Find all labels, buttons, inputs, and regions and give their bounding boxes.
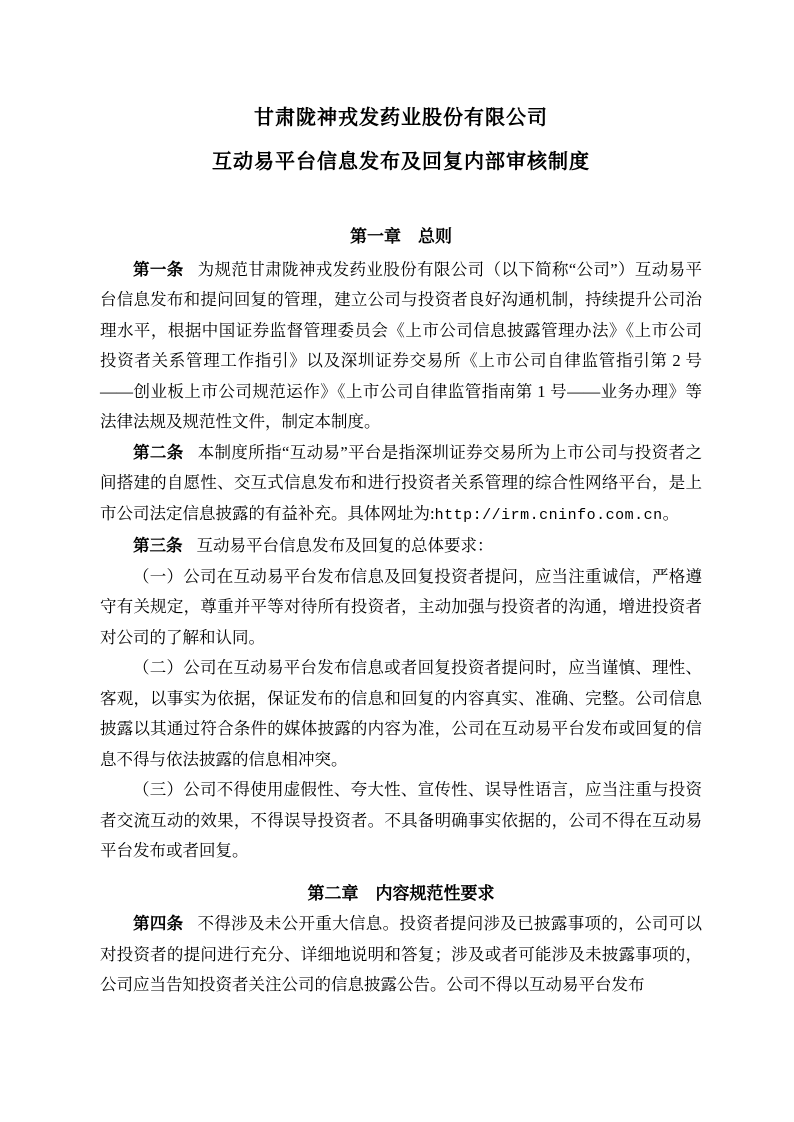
article-3-item-1: （一）公司在互动易平台发布信息及回复投资者提问，应当注重诚信，严格遵守有关规定，尊重并平等对待所有投资者，主动加强与投资者的沟通，增进投资者对公司的了解和认同。 xyxy=(100,566,702,647)
chapter-2-heading: 第二章 内容规范性要求 xyxy=(307,883,495,903)
doc-title-line-2: 互动易平台信息发布及回复内部审核制度 xyxy=(212,151,590,173)
article-3-label: 第三条 xyxy=(133,536,183,555)
article-3-paragraph xyxy=(100,531,702,562)
article-4-label: 第四条 xyxy=(133,914,184,933)
chapter-1-heading: 第一章 总则 xyxy=(350,227,452,246)
article-4-text: 不得涉及未公开重大信息。投资者提问涉及已披露事项的，公司可以对投资者的提问进行充分、详细地说明和答复；涉及或者可能涉及未披露事项的，公司应当告知投资者关注公司的信息披露公告。公司不得以互动易平台发布 xyxy=(100,914,703,994)
article-2-label: 第二条 xyxy=(133,442,184,462)
article-2-text-tail: 。 xyxy=(662,503,680,523)
article-3-item-3: （三）公司不得使用虚假性、夸大性、宣传性、误导性语言，应当注重与投资者交流互动的效果，不得误导投资者。不具备明确事实依据的，公司不得在互动易平台发布或者回复。 xyxy=(100,780,702,860)
article-1-label: 第一条 xyxy=(133,259,184,279)
article-1-text: 为规范甘肃陇神戎发药业股份有限公司（以下简称“公司”）互动易平台信息发布和提问回复的管理，建立公司与投资者良好沟通机制，持续提升公司治理水平，根据中国证券监督管理委员会《上市公司信息披露管理办法》《上市公司投资者关系管理工作指引》以及深圳证券交易所《上市公司自律监管指引第 2 号——创业板上市公司规范运作》《上市公司自律监管指南第 1 号——业务办理》等法律法规及规范性文件，制定本制度。 xyxy=(100,259,702,431)
article-2-paragraph xyxy=(100,438,702,532)
article-4-paragraph xyxy=(100,909,702,1001)
platform-url: http://irm.cninfo.com.cn xyxy=(434,506,663,524)
doc-title-line-1: 甘肃陇神戎发药业股份有限公司 xyxy=(254,107,548,129)
article-3-text: 互动易平台信息发布及回复的总体要求： xyxy=(196,536,494,555)
article-2-text: 本制度所指“互动易”平台是指深圳证券交易所为上市公司与投资者之间搭建的自愿性、交互式信息发布和进行投资者关系管理的综合性网络平台，是上市公司法定信息披露的有益补充。具体网址为: xyxy=(100,442,702,523)
article-3-item-2: （二）公司在互动易平台发布信息或者回复投资者提问时，应当谨慎、理性、客观，以事实为依据，保证发布的信息和回复的内容真实、准确、完整。公司信息披露以其通过符合条件的媒体披露的内容为准，公司在互动易平台发布或回复的信息不得与依法披露的信息相冲突。 xyxy=(100,658,702,769)
article-1-paragraph xyxy=(100,255,702,438)
